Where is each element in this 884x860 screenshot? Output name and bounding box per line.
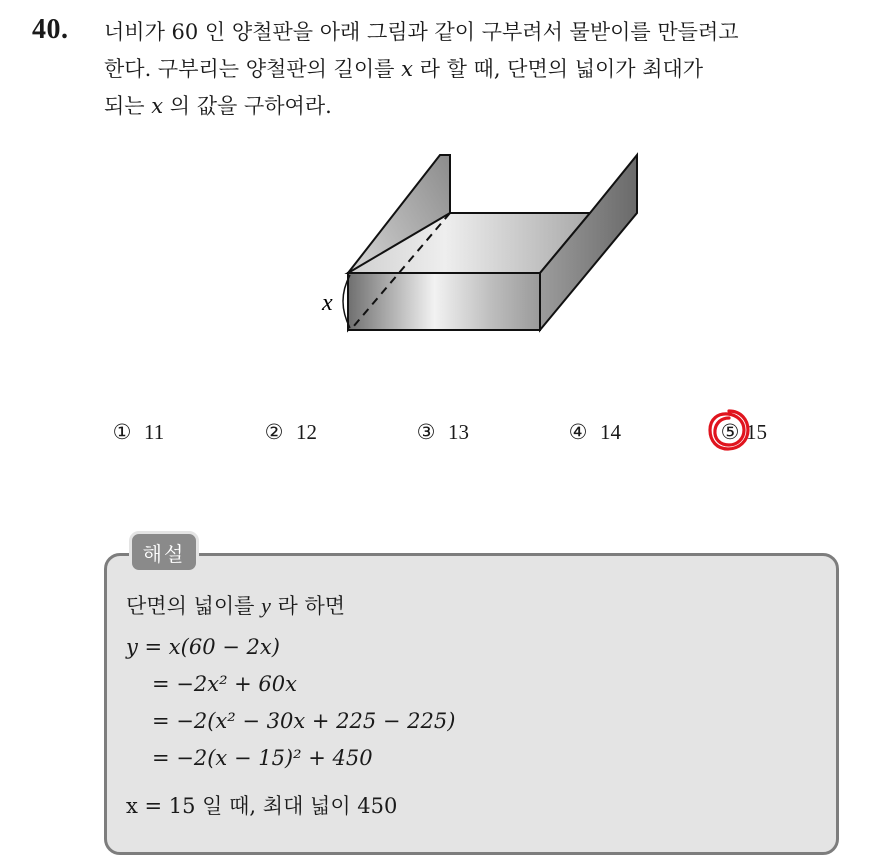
equation-4: = −2(x − 15)² + 450	[152, 746, 373, 770]
question-line-1: 너비가 60 인 양철판을 아래 그림과 같이 구부려서 물받이를 만들려고	[104, 20, 739, 44]
choice-value: 15	[746, 420, 767, 444]
choice-marker: ②	[264, 420, 284, 444]
question-line-3: 되는 x 의 값을 구하여라.	[104, 94, 332, 118]
question-number: 40.	[32, 14, 69, 45]
choice-1[interactable]	[110, 420, 164, 445]
front-face	[348, 273, 540, 330]
choice-marker: ⑤	[720, 420, 740, 444]
equation-3: = −2(x² − 30x + 225 − 225)	[152, 709, 456, 733]
variable-x: x	[151, 94, 164, 118]
variable-x: x	[401, 57, 413, 81]
choice-marker: ④	[568, 420, 588, 444]
choice-value: 11	[144, 420, 165, 444]
choice-marker: ①	[112, 420, 132, 444]
equation-2: = −2x² + 60x	[152, 672, 298, 696]
choice-marker: ③	[416, 420, 436, 444]
x-label: x	[322, 290, 333, 316]
question-line-2: 한다. 구부리는 양철판의 길이를 x 라 할 때, 단면의 넓이가 최대가	[104, 57, 704, 81]
equation-1: y = x(60 − 2x)	[126, 635, 280, 659]
solution-tag: 해설	[129, 531, 199, 573]
choice-value: 12	[296, 420, 317, 444]
solution-intro: 단면의 넓이를 y 라 하면	[126, 593, 346, 618]
choice-value: 14	[600, 420, 621, 444]
answer-circle-mark	[706, 407, 752, 453]
solution-conclusion: x = 15 일 때, 최대 넓이 450	[126, 794, 398, 818]
variable-y: y	[261, 593, 271, 618]
choice-3[interactable]	[414, 420, 469, 445]
gutter-figure	[300, 150, 660, 350]
choice-value: 13	[448, 420, 469, 444]
choice-2[interactable]	[262, 420, 317, 445]
choice-4[interactable]	[566, 420, 621, 445]
